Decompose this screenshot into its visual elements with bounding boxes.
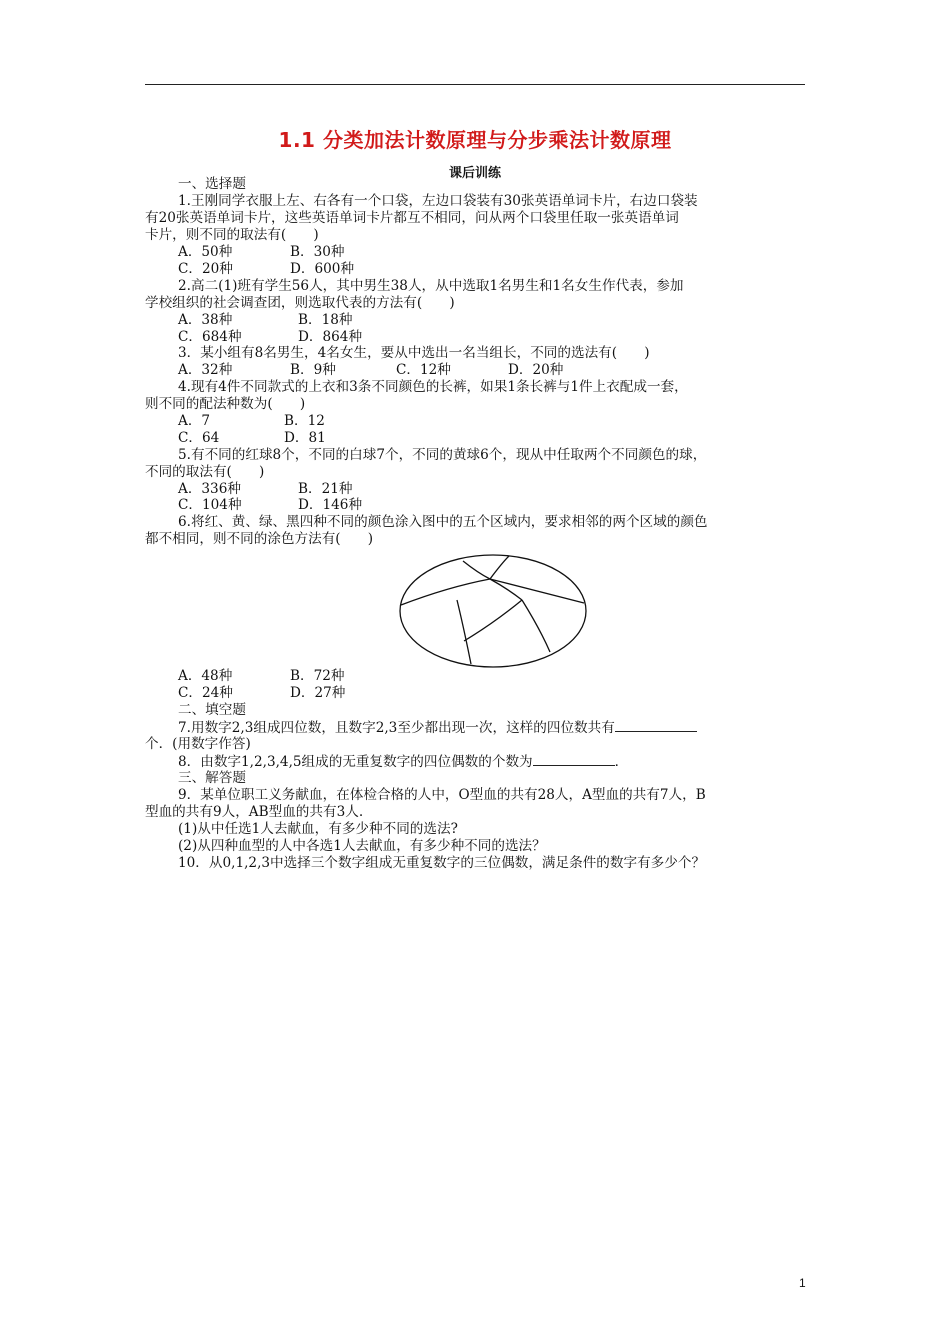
- question-6-option-d: D．27种: [290, 685, 346, 701]
- question-2-option-a: A．38种: [178, 312, 233, 328]
- section-heading-fill: 二、填空题: [178, 702, 246, 718]
- question-1-line-2: 有20张英语单词卡片，这些英语单词卡片都互不相同，问从两个口袋里任取一张英语单词: [145, 210, 679, 226]
- question-5-line-1: 5.有不同的红球8个，不同的白球7个，不同的黄球6个，现从中任取两个不同颜色的球，: [178, 447, 707, 463]
- question-3-option-a: A．32种: [178, 362, 233, 378]
- question-5-option-b: B．21种: [298, 481, 353, 497]
- question-2-line-2: 学校组织的社会调查团，则选取代表的方法有( ): [145, 295, 455, 311]
- question-6-line-1: 6.将红、黄、绿、黑四种不同的颜色涂入图中的五个区域内，要求相邻的两个区域的颜色: [178, 514, 708, 530]
- question-1-option-c: C．20种: [178, 261, 233, 277]
- question-3-option-d: D．20种: [508, 362, 564, 378]
- section-heading-choice: 一、选择题: [178, 176, 246, 192]
- question-5-line-2: 不同的取法有( ): [145, 464, 265, 480]
- question-9-line-1: 9．某单位职工义务献血，在体检合格的人中，O型血的共有28人，A型血的共有7人，B: [178, 787, 706, 803]
- question-9-part-1: (1)从中任选1人去献血，有多少种不同的选法?: [178, 821, 458, 837]
- question-10-line-1: 10．从0,1,2,3中选择三个数字组成无重复数字的三位偶数，满足条件的数字有多少个？: [178, 855, 706, 871]
- question-4-line-1: 4.现有4件不同款式的上衣和3条不同颜色的长裤，如果1条长裤与1件上衣配成一套，: [178, 379, 688, 395]
- five-region-coloring-figure: [398, 553, 588, 669]
- question-9-line-2: 型血的共有9人，AB型血的共有3人.: [145, 804, 364, 820]
- left-upper-divider: [463, 561, 490, 579]
- page-number: 1: [799, 1276, 806, 1290]
- question-7-text: 7.用数字2,3组成四位数，且数字2,3至少都出现一次，这样的四位数共有: [178, 720, 615, 736]
- question-5-option-a: A．336种: [178, 481, 241, 497]
- question-7-line-2: 个．(用数字作答): [145, 736, 251, 752]
- question-3-line-1: 3．某小组有8名男生，4名女生，要从中选出一名当组长，不同的选法有( ): [178, 345, 650, 361]
- page-title: 1.1 分类加法计数原理与分步乘法计数原理: [278, 128, 672, 152]
- question-6-option-b: B．72种: [290, 668, 345, 684]
- question-7-line-1: [178, 719, 697, 737]
- question-2-option-c: C．684种: [178, 329, 242, 345]
- question-2-option-b: B．18种: [298, 312, 353, 328]
- question-1-line-1: 1.王刚同学衣服上左、右各有一个口袋，左边口袋装有30张英语单词卡片，右边口袋装: [178, 193, 698, 209]
- question-7-answer-blank: [615, 719, 697, 732]
- question-5-option-c: C．104种: [178, 497, 242, 513]
- question-1-option-d: D．600种: [290, 261, 355, 277]
- question-3-option-b: B．9种: [290, 362, 336, 378]
- section-heading-solve: 三、解答题: [178, 770, 246, 786]
- question-6-option-c: C．24种: [178, 685, 233, 701]
- upper-boundary-curve: [401, 579, 584, 605]
- question-8-tail: ．: [614, 754, 629, 770]
- lower-right-divider: [522, 600, 550, 652]
- question-9-part-2: (2)从四种血型的人中各选1人去献血，有多少种不同的选法？: [178, 838, 546, 854]
- page-subtitle: 课后训练: [448, 166, 501, 181]
- question-4-option-a: A．7: [178, 413, 211, 429]
- question-2-line-1: 2.高二(1)班有学生56人，其中男生38人，从中选取1名男生和1名女生作代表，参加: [178, 278, 684, 294]
- question-4-option-b: B．12: [284, 413, 325, 429]
- question-8-line-1: [178, 753, 628, 771]
- question-5-option-d: D．146种: [298, 497, 363, 513]
- question-8-answer-blank: [533, 753, 615, 766]
- question-1-option-b: B．30种: [290, 244, 345, 260]
- inner-diagonal-divider: [464, 600, 522, 641]
- header-rule: [145, 84, 805, 85]
- question-1-option-a: A．50种: [178, 244, 233, 260]
- question-3-option-c: C．12种: [396, 362, 451, 378]
- question-1-line-3: 卡片，则不同的取法有( ): [145, 227, 319, 243]
- outer-ellipse: [400, 555, 586, 667]
- middle-divider: [490, 579, 522, 600]
- question-6-option-a: A．48种: [178, 668, 233, 684]
- question-6-line-2: 都不相同，则不同的涂色方法有( ): [145, 531, 374, 547]
- question-4-option-d: D．81: [284, 430, 326, 446]
- question-2-option-d: D．864种: [298, 329, 363, 345]
- question-8-text: 8．由数字1,2,3,4,5组成的无重复数字的四位偶数的个数为: [178, 754, 533, 770]
- question-4-line-2: 则不同的配法种数为( ): [145, 396, 306, 412]
- right-upper-divider: [490, 556, 509, 579]
- question-4-option-c: C．64: [178, 430, 220, 446]
- lower-left-divider: [457, 600, 471, 664]
